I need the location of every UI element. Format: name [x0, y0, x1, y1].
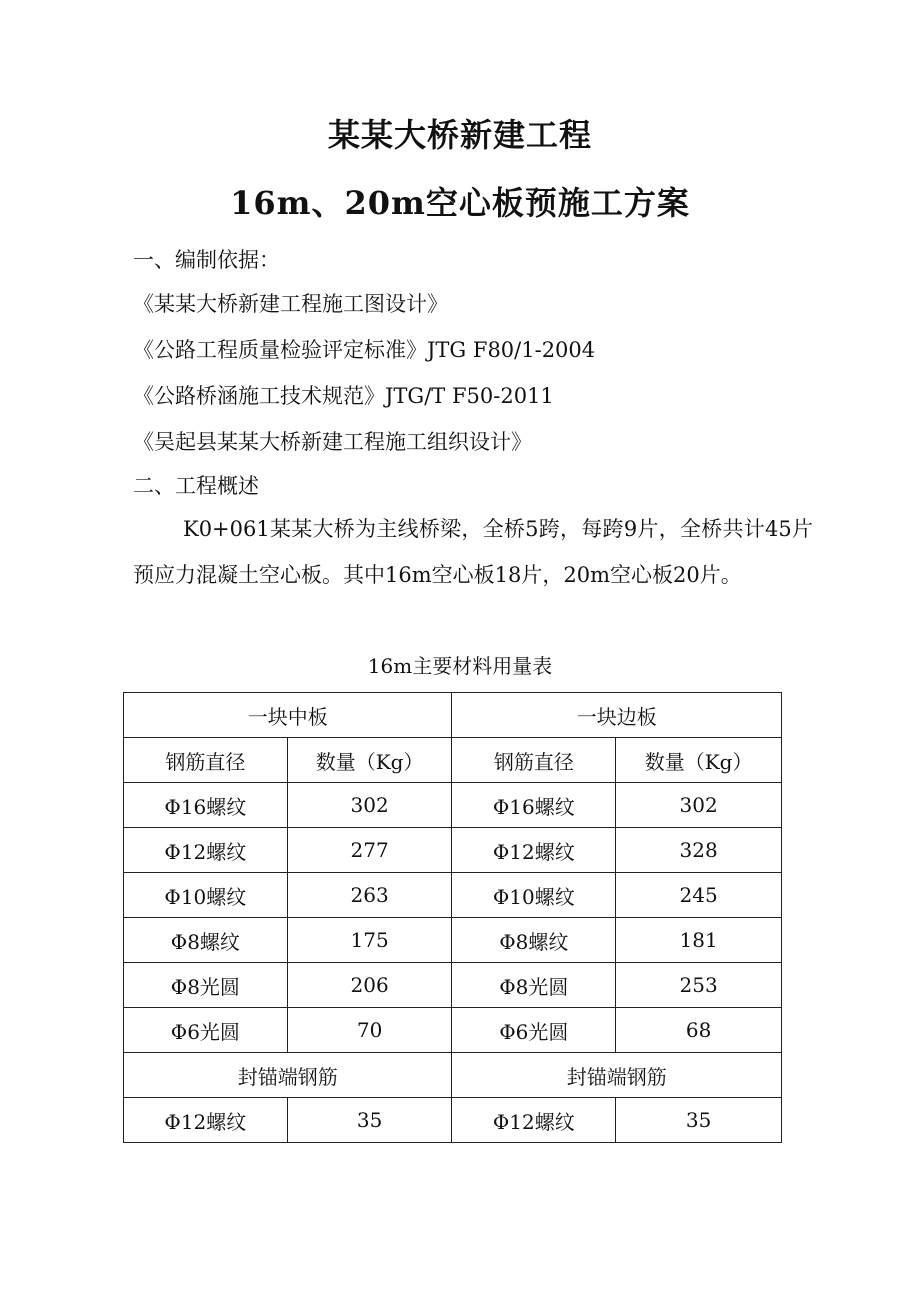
table-cell: Φ8光圆 — [124, 963, 288, 1008]
table-row — [124, 918, 782, 963]
reference-item: 《公路工程质量检验评定标准》JTG F80/1-2004 — [133, 338, 596, 362]
column-header-qty: 数量（Kg） — [616, 738, 782, 783]
table-group-header-row — [124, 693, 782, 738]
table-anchor-header-row — [124, 1053, 782, 1098]
section-heading-overview: 二、工程概述 — [133, 474, 259, 498]
group-header-edge-slab: 一块边板 — [452, 693, 782, 738]
table-cell: 68 — [616, 1008, 782, 1053]
table-row — [124, 783, 782, 828]
table-cell: 302 — [616, 783, 782, 828]
anchor-header-left: 封锚端钢筋 — [124, 1053, 452, 1098]
table-cell: 263 — [287, 873, 452, 918]
table-cell: Φ12螺纹 — [124, 828, 288, 873]
document-title: 某某大桥新建工程 — [327, 116, 592, 154]
table-row — [124, 1098, 782, 1143]
table-cell: Φ16螺纹 — [452, 783, 616, 828]
table-cell: Φ6光圆 — [452, 1008, 616, 1053]
table-cell: Φ16螺纹 — [124, 783, 288, 828]
table-cell: Φ6光圆 — [124, 1008, 288, 1053]
group-header-middle-slab: 一块中板 — [124, 693, 452, 738]
table-row — [124, 1008, 782, 1053]
column-header-rebar: 钢筋直径 — [452, 738, 616, 783]
table-cell: Φ8光圆 — [452, 963, 616, 1008]
document-subtitle: 16m、20m空心板预施工方案 — [230, 184, 690, 222]
table-cell: 277 — [287, 828, 452, 873]
section-heading-basis: 一、编制依据： — [133, 248, 280, 272]
table-cell: Φ10螺纹 — [452, 873, 616, 918]
materials-table — [123, 692, 782, 1143]
table-cell: Φ10螺纹 — [124, 873, 288, 918]
table-cell: Φ8螺纹 — [452, 918, 616, 963]
reference-item: 《吴起县某某大桥新建工程施工组织设计》 — [133, 430, 532, 454]
table-cell: Φ8螺纹 — [124, 918, 288, 963]
table-cell: 328 — [616, 828, 782, 873]
overview-paragraph: K0+061某某大桥为主线桥梁，全桥5跨，每跨9片，全桥共计45片预应力混凝土空心板。其中16m空心板18片，20m空心板20片。 — [133, 517, 813, 587]
column-header-qty: 数量（Kg） — [287, 738, 452, 783]
table-row — [124, 963, 782, 1008]
table-row — [124, 873, 782, 918]
anchor-header-right: 封锚端钢筋 — [452, 1053, 782, 1098]
reference-item: 《某某大桥新建工程施工图设计》 — [133, 292, 448, 316]
table-cell: Φ12螺纹 — [452, 828, 616, 873]
column-header-rebar: 钢筋直径 — [124, 738, 288, 783]
table-cell: Φ12螺纹 — [124, 1098, 288, 1143]
table-cell: 206 — [287, 963, 452, 1008]
table-cell: 302 — [287, 783, 452, 828]
table-cell: 181 — [616, 918, 782, 963]
reference-item: 《公路桥涵施工技术规范》JTG/T F50-2011 — [133, 384, 554, 408]
table-cell: 70 — [287, 1008, 452, 1053]
table-cell: 35 — [616, 1098, 782, 1143]
table-cell: 253 — [616, 963, 782, 1008]
table-cell: 35 — [287, 1098, 452, 1143]
table-cell: 245 — [616, 873, 782, 918]
table-column-header-row — [124, 738, 782, 783]
table-row — [124, 828, 782, 873]
table-cell: 175 — [287, 918, 452, 963]
table-cell: Φ12螺纹 — [452, 1098, 616, 1143]
table-caption: 16m主要材料用量表 — [367, 654, 553, 678]
